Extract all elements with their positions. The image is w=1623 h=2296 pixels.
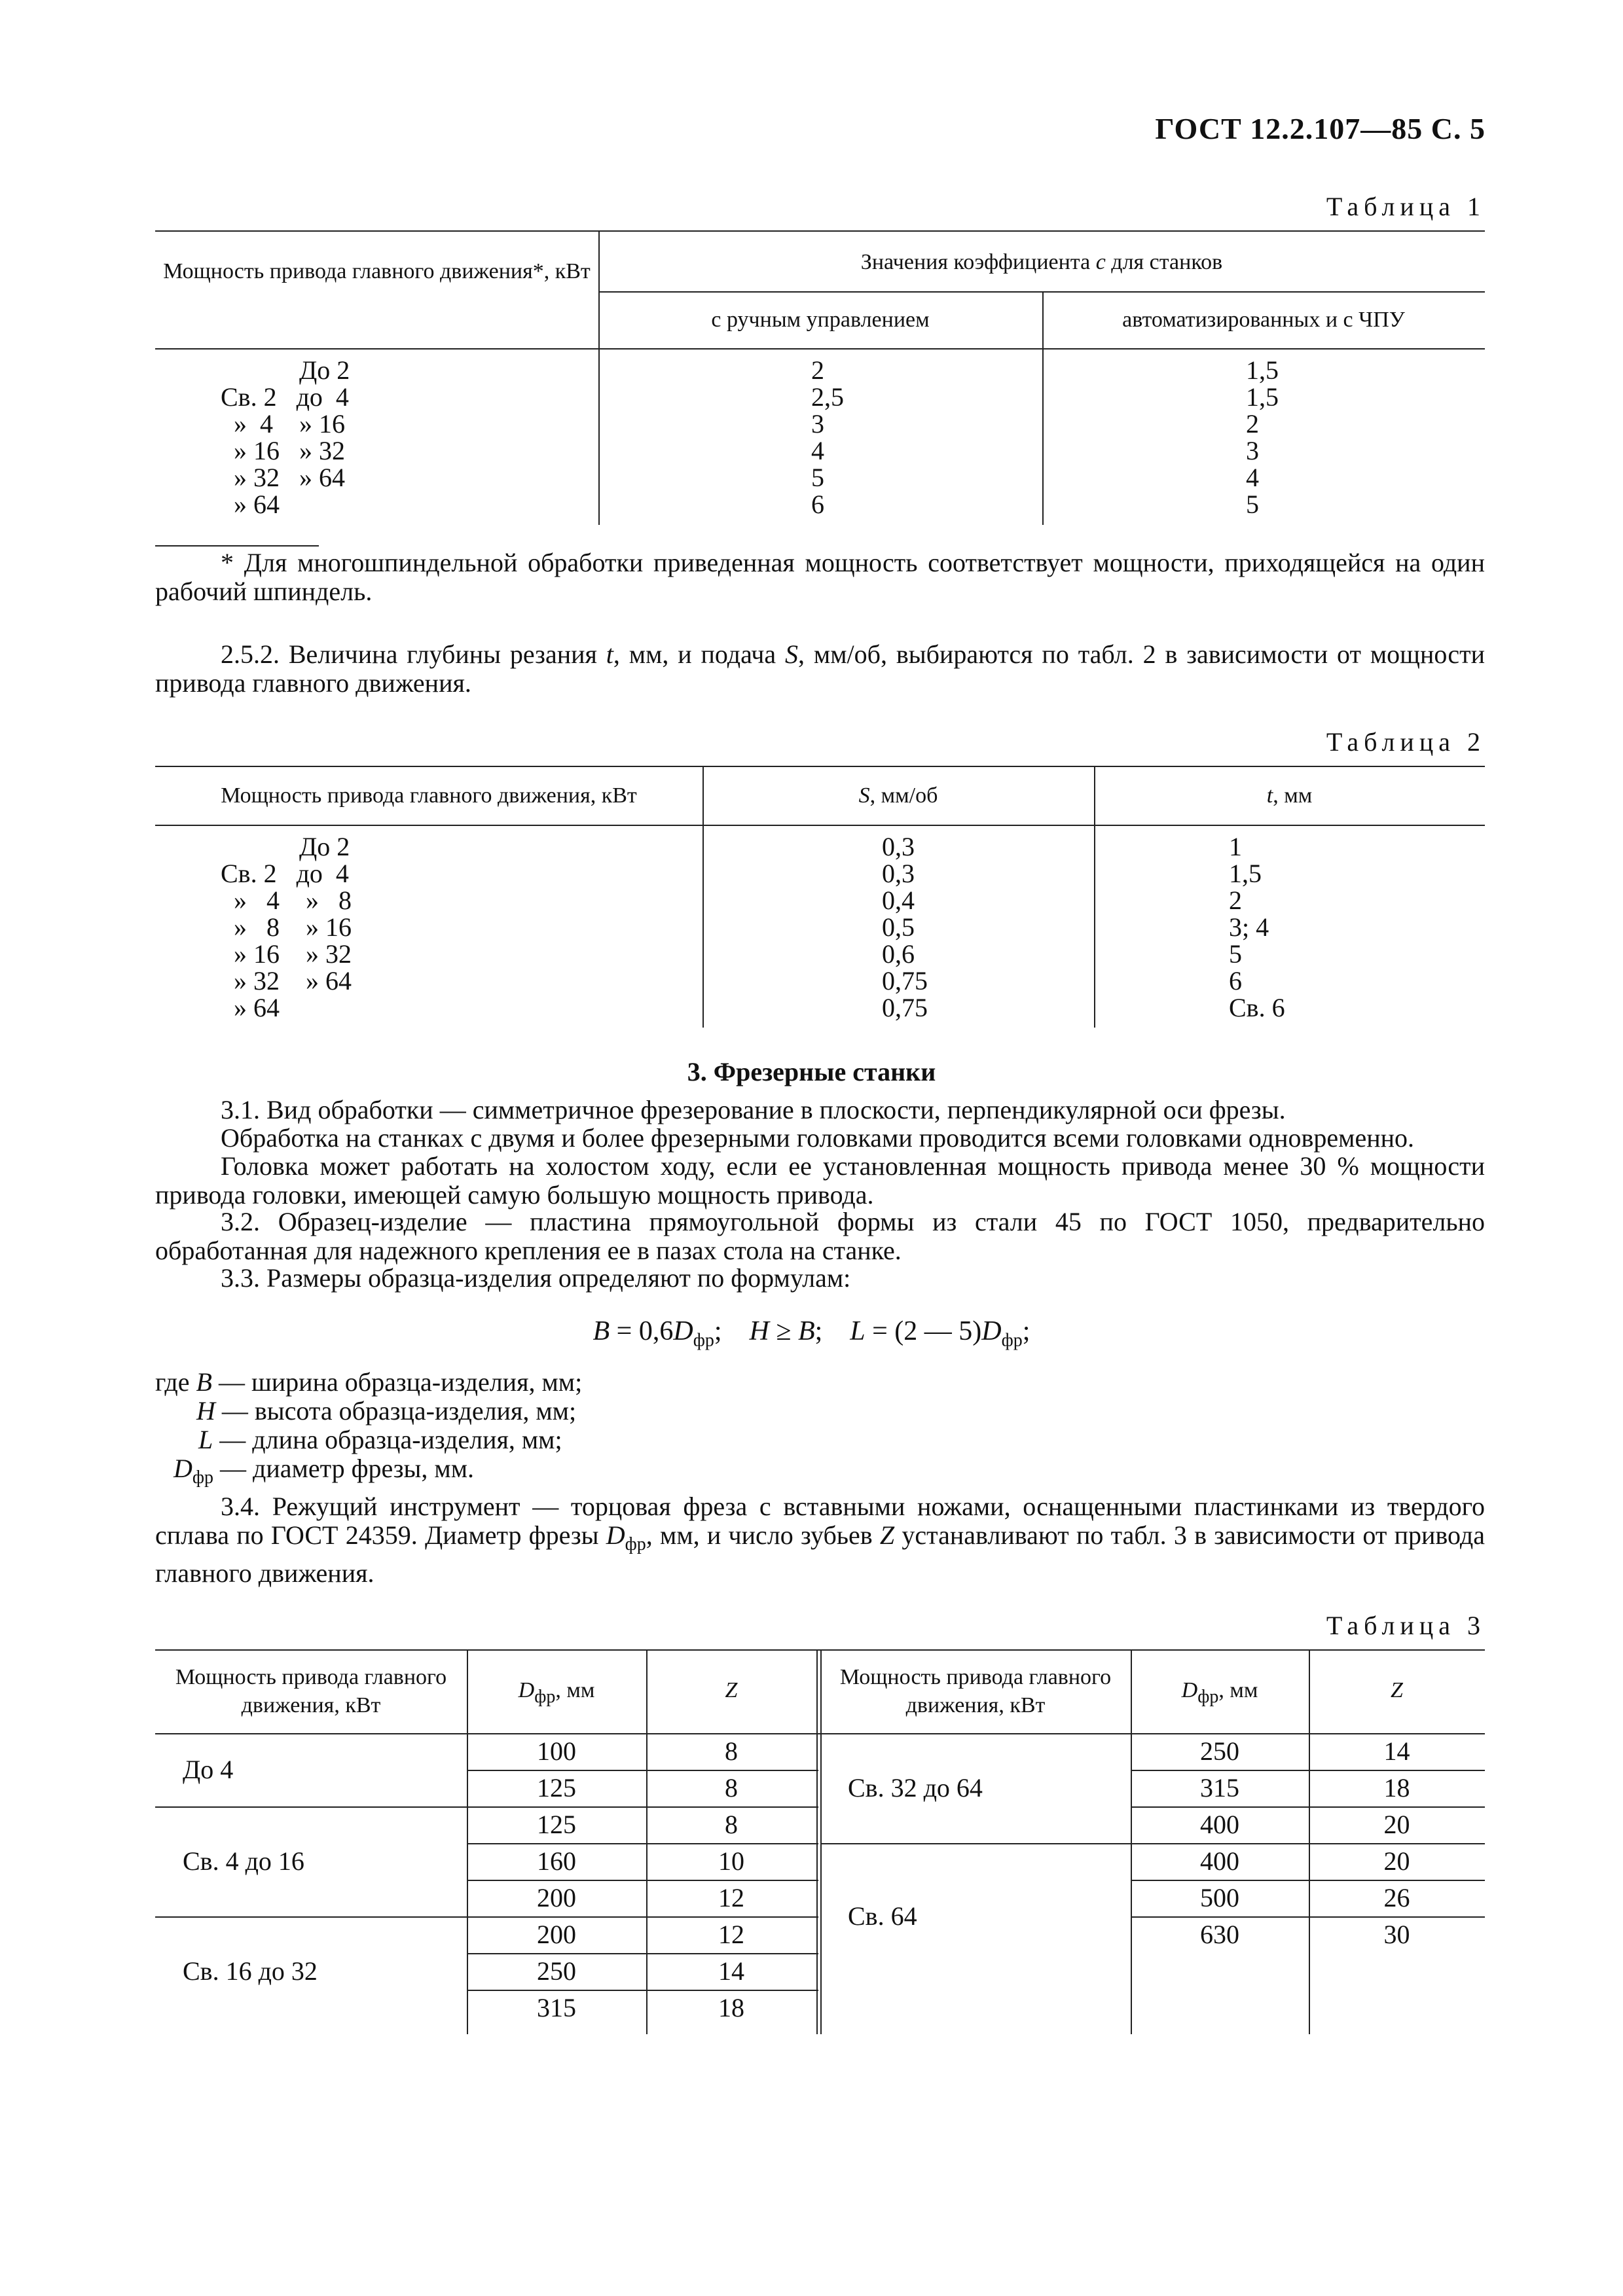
table3-group-label: До 4 xyxy=(183,1755,234,1784)
table3-cell: 630 xyxy=(1200,1920,1239,1949)
table1-col2-header: с ручным управлением xyxy=(711,308,930,332)
legend-l: L — длина образца-изделия, мм; xyxy=(198,1425,562,1454)
table2-col3-header: t, мм xyxy=(1266,783,1313,808)
table2-col3-values: 1 1,5 2 3; 4 5 6 Св. 6 xyxy=(1229,832,1285,1022)
table3-cell: 315 xyxy=(537,1993,576,2022)
section3-title: 3. Фрезерные станки xyxy=(687,1057,936,1086)
table3-cell: 18 xyxy=(1383,1773,1410,1803)
table3-group-label: Св. 4 до 16 xyxy=(183,1846,304,1876)
table3-cell: 8 xyxy=(725,1810,738,1839)
legend-d: $D_{фр}$ — диаметр фрезы, мм. xyxy=(173,1454,475,1488)
table1 xyxy=(155,230,1485,525)
table2-label: Таблица 2 xyxy=(1326,727,1486,757)
table3-cell: 400 xyxy=(1200,1810,1239,1839)
table3-cell: 250 xyxy=(537,1956,576,1986)
table3 xyxy=(155,1649,1485,2034)
table3-cell: 26 xyxy=(1383,1883,1410,1912)
table3-cell: 14 xyxy=(1383,1736,1410,1766)
table3-cell: 20 xyxy=(1383,1846,1410,1876)
table2-col1-values: До 2 Св. 2 до 4 » 4 » 8 » 8 » 16 » 16 » 32 » 32 » 64 » 64 xyxy=(221,832,352,1022)
table3-cell: 10 xyxy=(718,1846,744,1876)
table2 xyxy=(155,766,1485,1028)
table3-cell: 14 xyxy=(718,1956,744,1986)
table3-right-power-header: Мощность привода главного движения, кВт xyxy=(839,1665,1112,1717)
table3-cell: 8 xyxy=(725,1773,738,1803)
table1-col3-header: автоматизированных и с ЧПУ xyxy=(1122,308,1405,332)
table3-cell: 200 xyxy=(537,1920,576,1949)
paragraph-3-1-b: Обработка на станках с двумя и более фрезерными головками проводится всеми головками одновременно. xyxy=(221,1123,1415,1153)
table3-cell: 400 xyxy=(1200,1846,1239,1876)
table3-cell: 8 xyxy=(725,1736,738,1766)
table2-col1-header: Мощность привода главного движения, кВт xyxy=(221,783,637,808)
table3-cell: 500 xyxy=(1200,1883,1239,1912)
table1-col1-header: Мощность привода главного движения*, кВт xyxy=(163,259,591,283)
table3-group-label: Св. 16 до 32 xyxy=(183,1956,318,1986)
table3-cell: 125 xyxy=(537,1773,576,1803)
table3-right-d-header: $D_{фр}$, мм xyxy=(1181,1678,1258,1707)
table3-left-d-header: $D_{фр}$, мм xyxy=(518,1678,595,1707)
paragraph-3-1: 3.1. Вид обработки — симметричное фрезерование в плоскости, перпендикулярной оси фрезы. xyxy=(221,1095,1286,1124)
paragraph-3-1-c: Головка может работать на холостом ходу, если ее установленная мощность привода менее 30 % мощности привода головки, имеющей самую большую мощность привода. xyxy=(155,1151,1485,1210)
table2-col2-values: 0,3 0,3 0,4 0,5 0,6 0,75 0,75 xyxy=(882,832,928,1022)
table3-left-z-header: Z xyxy=(725,1678,738,1702)
table1-group-header: Значения коэффициента c для станков xyxy=(860,250,1223,274)
paragraph-3-4: 3.4. Режущий инструмент — торцовая фреза с вставными ножами, оснащенными пластинками из твердого сплава по ГОСТ 24359. Диаметр фрезы $D_{фр}$, мм, и число зубьев Z устанавливают по табл. 3 в зависимости от привода главного движения. xyxy=(155,1492,1486,1588)
table3-cell: 12 xyxy=(718,1920,744,1949)
table1-footnote: * Для многошпиндельной обработки приведенная мощность соответствует мощности, приходящейся на один рабочий шпиндель. xyxy=(155,548,1485,606)
paragraph-2-5-2: 2.5.2. Величина глубины резания t, мм, и подача S, мм/об, выбираются по табл. 2 в зависимости от мощности привода главного движения. xyxy=(155,639,1485,698)
table1-col1-values: До 2 Св. 2 до 4 » 4 » 16 » 16 » 32 » 32 » 64 » 64 xyxy=(221,355,350,519)
table2-col2-header: S, мм/об xyxy=(858,783,938,808)
formula: $B = 0,6D_{фр}$; H ≥ B; L = (2 — $5)D_{фр}$; xyxy=(593,1316,1030,1351)
legend-b: где B — ширина образца-изделия, мм; xyxy=(155,1367,583,1397)
table1-label: Таблица 1 xyxy=(1326,192,1486,221)
table3-cell: 12 xyxy=(718,1883,744,1912)
table3-cell: 200 xyxy=(537,1883,576,1912)
table3-label: Таблица 3 xyxy=(1326,1611,1486,1640)
formula-legend xyxy=(155,1368,582,1492)
table3-group-label: Св. 64 xyxy=(848,1901,917,1931)
table3-cell: 20 xyxy=(1383,1810,1410,1839)
table3-cell: 160 xyxy=(537,1846,576,1876)
table3-cell: 250 xyxy=(1200,1736,1239,1766)
table3-cell: 100 xyxy=(537,1736,576,1766)
table3-right-z-header: Z xyxy=(1391,1678,1403,1702)
table1-col3-values: 1,5 1,5 2 3 4 5 xyxy=(1246,355,1279,519)
document-header: ГОСТ 12.2.107—85 С. 5 xyxy=(1155,112,1486,145)
table3-cell: 30 xyxy=(1383,1920,1410,1949)
table3-cell: 18 xyxy=(718,1993,744,2022)
table3-cell: 315 xyxy=(1200,1773,1239,1803)
paragraph-3-3: 3.3. Размеры образца-изделия определяют по формулам: xyxy=(221,1263,851,1293)
table1-col2-values: 2 2,5 3 4 5 6 xyxy=(811,355,844,519)
legend-h: H — высота образца-изделия, мм; xyxy=(196,1396,577,1426)
paragraph-3-2: 3.2. Образец-изделие — пластина прямоугольной формы из стали 45 по ГОСТ 1050, предварительно обработанная для надежного крепления ее в пазах стола на станке. xyxy=(155,1207,1485,1265)
table3-cell: 125 xyxy=(537,1810,576,1839)
table3-group-label: Св. 32 до 64 xyxy=(848,1773,983,1803)
table3-left-power-header: Мощность привода главного движения, кВт xyxy=(175,1665,447,1717)
